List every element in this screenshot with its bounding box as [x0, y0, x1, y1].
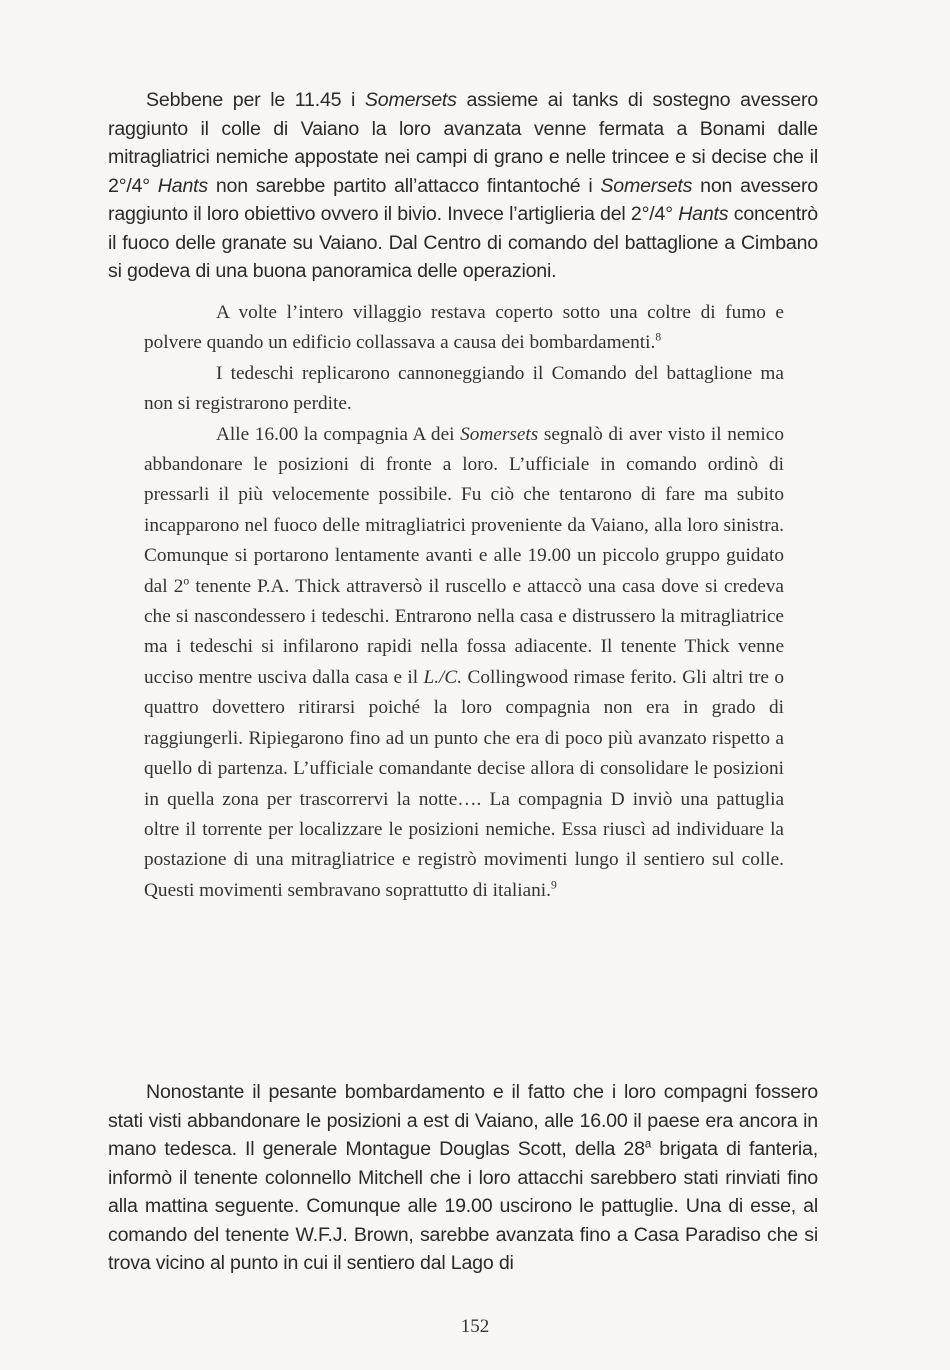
text-run: assieme ai tanks di sostegno avessero raggiunto il colle di Vaiano la loro avanzata venne fermata a Bonami dalle mitragliatrici nemiche appostate nei campi di grano e nelle trincee e si decise che il 2°/4° — [108, 89, 818, 197]
text-run: I tedeschi replicarono cannoneggiando il Comando del battaglione ma non si registrarono perdite. — [144, 362, 784, 415]
footnote-ref: 8 — [655, 330, 662, 344]
text-run: brigata di fanteria, informò il tenente colonnello Mitchell che i loro attacchi sarebbero stati rinviati fino alla mattina seguente. Comunque alle 19.00 uscirono le pattuglie. Una di esse, al comando del tenente W.F.J. Brown, sarebbe avanzata fino a Casa Paradiso che si trova vicino al punto in cui il sentiero dal Lago di — [108, 1138, 818, 1274]
italic-run: Hants — [157, 174, 208, 197]
paragraph-text — [108, 1078, 818, 1278]
italic-run: Somersets — [460, 423, 539, 445]
italic-run: Somersets — [364, 89, 457, 111]
text-run: non sarebbe partito all’attacco fintantoché i — [207, 174, 601, 197]
text-run: tenente P.A. Thick attraversò il ruscello e attaccò una casa dove si credeva che si nascondessero i tedeschi. Entrarono nella casa e distrussero la mitragliatrice ma i tedeschi si infilarono rapidi nella fossa adiacente. Il tenente Thick venne ucciso mentre usciva dalla casa e il — [144, 575, 784, 688]
block-quote — [144, 298, 784, 906]
italic-run: Somersets — [600, 174, 693, 197]
footnote-ref: 9 — [550, 878, 557, 892]
text-run: concentrò il fuoco delle granate su Vaiano. Dal Centro di comando del battaglione a Cimbano si godeva di una buona panoramica delle operazioni. — [108, 203, 818, 282]
body-paragraph-1 — [108, 86, 818, 286]
text-run: Alle 16.00 la compagnia A dei — [216, 423, 461, 445]
text-run: Sebbene per le 11.45 i — [146, 89, 365, 111]
quote-paragraph-1 — [144, 298, 784, 359]
text-run: Nonostante il pesante bombardamento e il fatto che i loro compagni fossero stati visti abbandonare le posizioni a est di Vaiano, alle 16.00 il paese era ancora in mano tedesca. Il generale Montague Douglas Scott, della 28 — [108, 1081, 818, 1160]
quote-paragraph-3 — [144, 420, 784, 907]
paragraph-text — [108, 86, 818, 286]
quote-paragraph-2 — [144, 359, 784, 420]
ordinal-sup: a — [644, 1137, 652, 1151]
page-number: 152 — [460, 1316, 490, 1337]
ordinal-sup: o — [183, 574, 190, 588]
italic-run: L./C. — [423, 666, 463, 688]
text-run: Collingwood rimase ferito. Gli altri tre o quattro dovettero ritirarsi poiché la loro compagnia non era in grado di raggiungerli. Ripiegarono fino ad un punto che era di poco più avanzato rispetto a quello di partenza. L’ufficiale comandante decise allora di consolidare le posizioni in quella zona per trascorrervi la notte…. La compagnia D inviò una pattuglia oltre il torrente per localizzare le posizioni nemiche. Essa riuscì ad individuare la postazione di una mitragliatrice e registrò movimenti lungo il sentiero sul colle. Questi movimenti sembravano soprattutto di italiani. — [144, 666, 784, 901]
body-paragraph-2 — [108, 1078, 818, 1278]
text-run: non avessero raggiunto il loro obiettivo ovvero il bivio. Invece l’artiglieria del 2°/4° — [108, 174, 819, 225]
text-run: segnalò di aver visto il nemico abbandonare le posizioni di fronte a loro. L’ufficiale in comando ordinò di pressarli il più velocemente possibile. Fu ciò che tentarono di fare ma subito incapparono nel fuoco delle mitragliatrici proveniente da Vaiano, alla loro sinistra. Comunque si portarono lentamente avanti e alle 19.00 un piccolo gruppo guidato dal 2 — [144, 423, 784, 597]
italic-run: Hants — [678, 203, 729, 225]
text-run: A volte l’intero villaggio restava coperto sotto una coltre di fumo e polvere quando un edificio collassava a causa dei bombardamenti. — [144, 302, 784, 354]
